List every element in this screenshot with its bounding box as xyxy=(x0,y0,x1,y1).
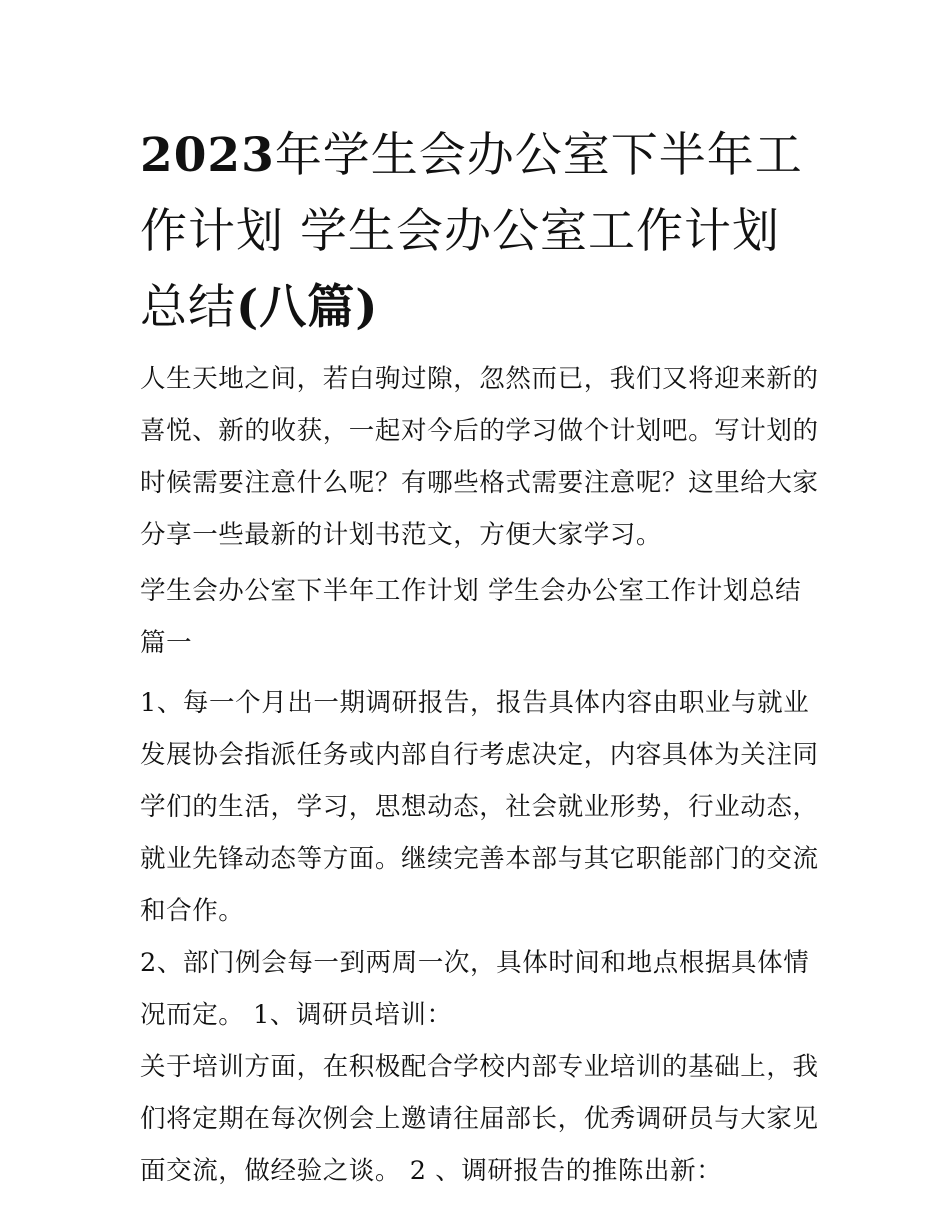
title-line3-b: (八篇) xyxy=(236,280,379,335)
title-year: 2023 xyxy=(140,128,275,183)
paragraph-item-2: 2、部门例会每一到两周一次，具体时间和地点根据具体情况而定。 1、调研员培训： xyxy=(140,948,810,1030)
paragraph-item-1: 1、每一个月出一期调研报告，报告具体内容由职业与就业发展协会指派任务或内部自行考虑决定，内容具体为关注同学们的生活，学习，思想动态，社会就业形势，行业动态，就业先锋动态等方面。继续完善本部与其它职能部门的交流和合作。 xyxy=(140,688,819,926)
paragraph-item-3: 关于培训方面，在积极配合学校内部专业培训的基础上，我们将定期在每次例会上邀请往届部长，优秀调研员与大家见面交流，做经验之谈。 2 、调研报告的推陈出新： xyxy=(140,1052,819,1186)
section-heading: 学生会办公室下半年工作计划 学生会办公室工作计划总结篇一 xyxy=(140,576,802,658)
document-title xyxy=(140,118,820,346)
title-line2: 作计划 学生会办公室工作计划 xyxy=(140,204,780,259)
intro-paragraph: 人生天地之间，若白驹过隙，忽然而已，我们又将迎来新的喜悦、新的收获，一起对今后的学习做个计划吧。写计划的时候需要注意什么呢？有哪些格式需要注意呢？这里给大家分享一些最新的计划书范文，方便大家学习。 xyxy=(140,364,819,550)
title-line1-rest: 年学生会办公室下半年工 xyxy=(274,128,803,183)
document-page xyxy=(140,118,820,1197)
title-line3-a: 总结 xyxy=(140,280,236,335)
